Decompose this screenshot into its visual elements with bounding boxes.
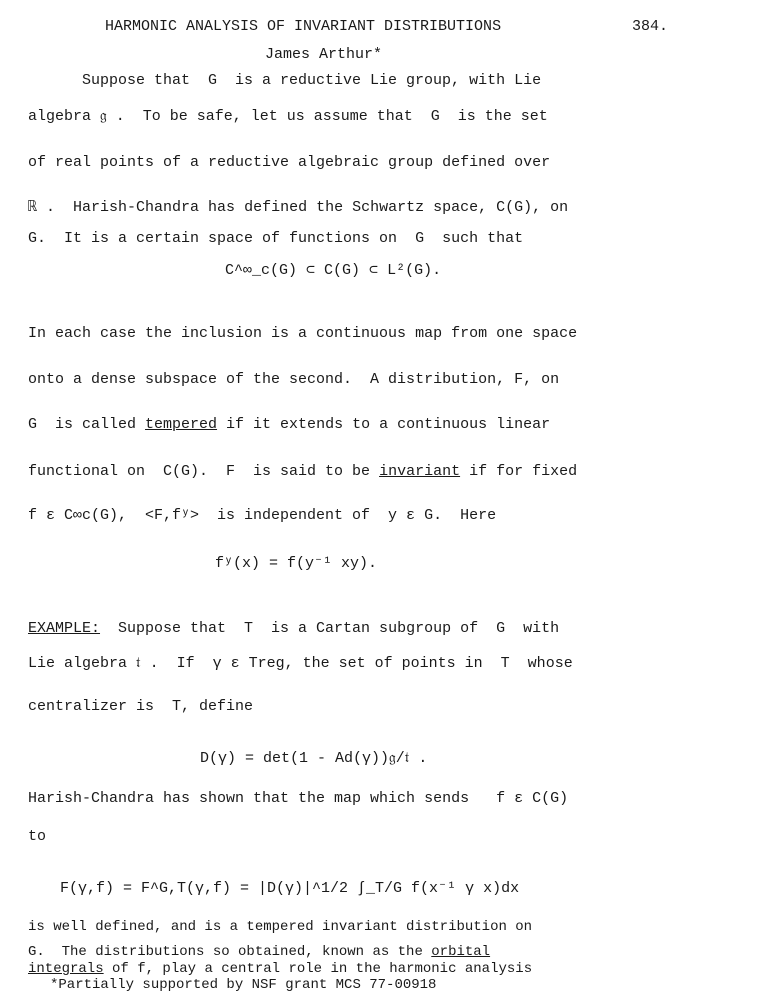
author: James Arthur* bbox=[265, 46, 383, 63]
example-label: EXAMPLE: bbox=[28, 620, 101, 637]
term-tempered: tempered bbox=[145, 416, 218, 433]
text-line: algebra 𝔤 . To be safe, let us assume that G is the set bbox=[28, 108, 548, 125]
text-line: Lie algebra 𝔱 . If γ ε Treg, the set of points in T whose bbox=[28, 655, 573, 672]
header-title: HARMONIC ANALYSIS OF INVARIANT DISTRIBUTIONS bbox=[105, 18, 502, 35]
formula-inclusions: C^∞_c(G) ⊂ C(G) ⊂ L²(G). bbox=[225, 262, 442, 279]
term-invariant: invariant bbox=[379, 463, 461, 480]
text-line: to bbox=[28, 828, 47, 845]
page-number: 384. bbox=[632, 18, 669, 35]
text-line bbox=[28, 945, 490, 960]
text: G. The distributions so obtained, known as the bbox=[28, 944, 432, 960]
term-orbital: orbital bbox=[431, 944, 491, 960]
text: functional on C(G). F is said to be bbox=[28, 463, 380, 480]
footnote: *Partially supported by NSF grant MCS 77-00918 bbox=[50, 977, 437, 993]
text-line: ℝ . Harish-Chandra has defined the Schwartz space, C(G), on bbox=[28, 199, 569, 216]
text-line: Harish-Chandra has shown that the map which sends f ε C(G) bbox=[28, 790, 569, 807]
text-line: centralizer is T, define bbox=[28, 698, 254, 715]
text-line: of real points of a reductive algebraic group defined over bbox=[28, 154, 551, 171]
text-line: G. It is a certain space of functions on G such that bbox=[28, 230, 524, 247]
text-line: Suppose that G is a reductive Lie group, with Lie bbox=[82, 72, 542, 89]
text-line bbox=[28, 463, 577, 481]
text-line: In each case the inclusion is a continuous map from one space bbox=[28, 325, 578, 342]
text-line bbox=[28, 416, 550, 434]
term-integrals: integrals bbox=[28, 961, 104, 977]
text-line bbox=[50, 978, 436, 993]
text-line: onto a dense subspace of the second. A distribution, F, on bbox=[28, 371, 560, 388]
formula-translate: fʸ(x) = f(y⁻¹ xy). bbox=[215, 555, 378, 572]
text-line bbox=[28, 962, 532, 977]
text-line bbox=[28, 920, 532, 935]
formula-orbital-integral: F(γ,f) = F^G,T(γ,f) = |D(γ)|^1/2 ∫_T/G f(x⁻¹ γ x)dx bbox=[60, 880, 520, 897]
text: of f, play a central role in the harmonic analysis bbox=[103, 961, 533, 977]
formula-discriminant: D(γ) = det(1 - Ad(γ))𝔤/𝔱 . bbox=[200, 750, 428, 767]
text: if for fixed bbox=[460, 463, 578, 480]
text: Suppose that T is a Cartan subgroup of G with bbox=[100, 620, 560, 637]
text: if it extends to a continuous linear bbox=[217, 416, 551, 433]
text: G is called bbox=[28, 416, 146, 433]
text-line bbox=[28, 620, 559, 638]
text-line: f ε C∞c(G), <F,fʸ> is independent of y ε G. Here bbox=[28, 507, 497, 524]
text: is well defined, and is a tempered invariant distribution on bbox=[28, 919, 533, 935]
